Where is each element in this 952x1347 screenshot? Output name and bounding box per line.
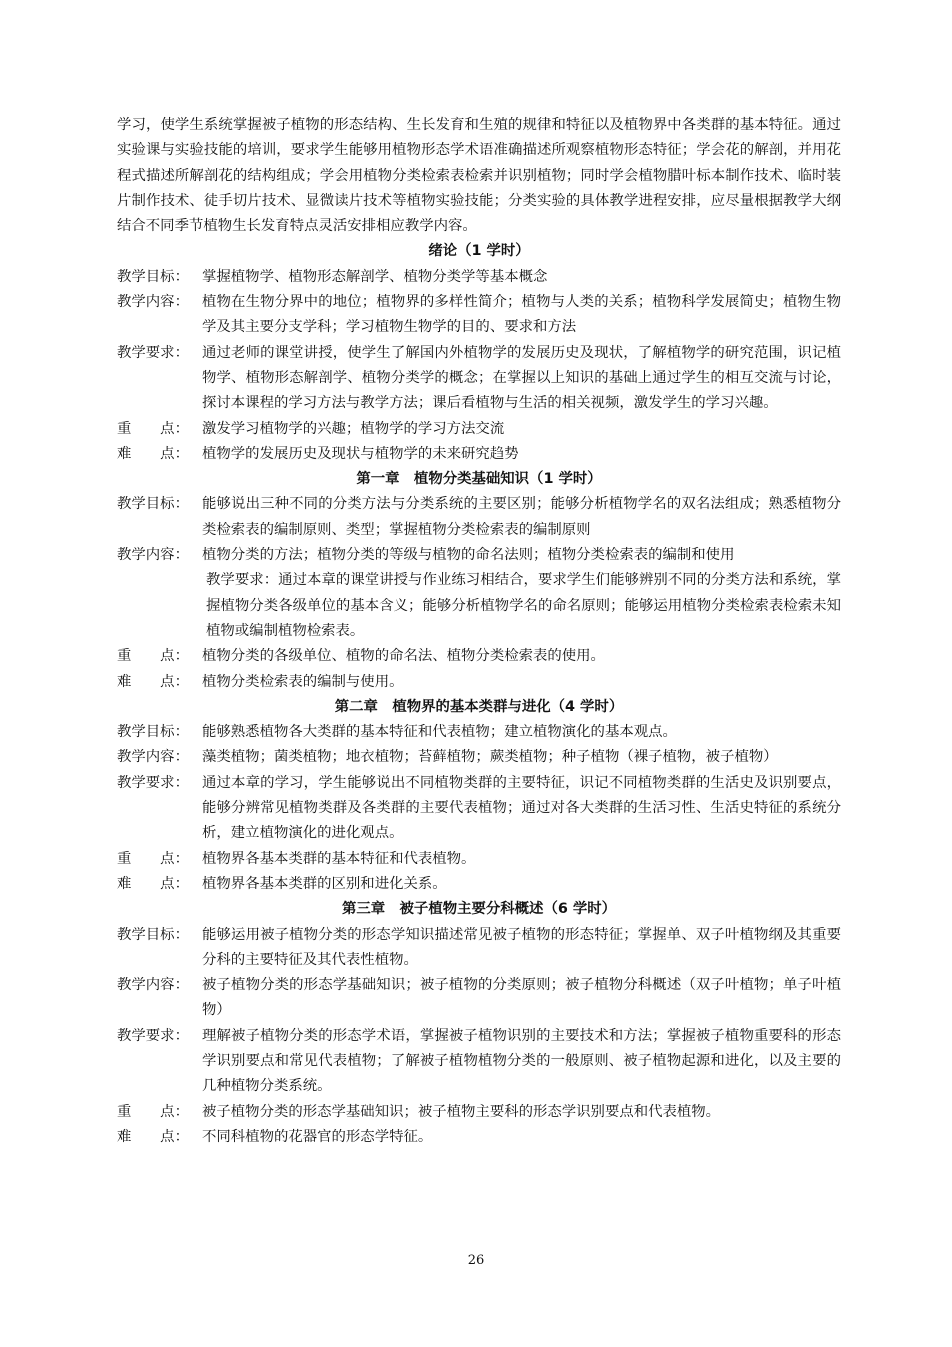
entry-content: 通过本章的学习，学生能够说出不同植物类群的主要特征，识记不同植物类群的生活史及识别要点，能够分辨常见植物类群及各类群的主要代表植物；通过对各大类群的生活习性、生活史特征的系统分析，建立植物演化的进化观点。 (202, 774, 841, 842)
intro-paragraph: 学习，使学生系统掌握被子植物的形态结构、生长发育和生殖的规律和特征以及植物界中各类群的基本特征。通过实验课与实验技能的培训，要求学生能够用植物形态学术语准确描述所观察植物形态特征；学会花的解剖，并用花程式描述所解剖花的结构组成；学会用植物分类检索表检索并识别植物；同时学会植物腊叶标本制作技术、临时装片制作技术、徒手切片技术、显微读片技术等植物实验技能；分类实验的具体教学进程安排，应尽量根据教学大纲结合不同季节植物生长发育特点灵活安排相应教学内容。 (117, 117, 841, 235)
section-entry (117, 872, 841, 897)
entry-content: 植物界各基本类群的区别和进化关系。 (202, 875, 447, 892)
entry-label: 重 点： (117, 850, 189, 867)
section-entry (117, 543, 841, 568)
entry-label: 难 点： (117, 875, 189, 892)
section-entry (117, 442, 841, 467)
section-entry (117, 1024, 841, 1100)
section-entry (117, 341, 841, 417)
entry-content: 掌握植物学、植物形态解剖学、植物分类学等基本概念 (202, 268, 548, 285)
entry-label: 重 点： (117, 420, 189, 437)
section-entry (117, 973, 841, 1024)
section-entry (117, 492, 841, 543)
entry-label: 教学内容： (117, 749, 189, 766)
sections-container (117, 239, 841, 1150)
entry-label: 教学内容： (117, 294, 189, 311)
entry-content: 植物在生物分界中的地位；植物界的多样性简介；植物与人类的关系；植物科学发展简史；植物生物学及其主要分支学科；学习植物生物学的目的、要求和方法 (202, 294, 841, 336)
document-body (117, 113, 841, 1150)
entry-content: 不同科植物的花器官的形态学特征。 (202, 1128, 433, 1145)
entry-content: 植物学的发展历史及现状与植物学的未来研究趋势 (202, 445, 519, 462)
entry-content: 理解被子植物分类的形态学术语，掌握被子植物识别的主要技术和方法；掌握被子植物重要科的形态学识别要点和常见代表植物；了解被子植物植物分类的一般原则、被子植物起源和进化，以及主要的几种植物分类系统。 (202, 1027, 841, 1095)
entry-content: 藻类植物；菌类植物；地衣植物；苔藓植物；蕨类植物；种子植物（裸子植物，被子植物） (202, 749, 778, 766)
section-entry (117, 265, 841, 290)
entry-label: 教学内容： (117, 977, 189, 994)
entry-content: 通过老师的课堂讲授，使学生了解国内外植物学的发展历史及现状，了解植物学的研究范围，识记植物学、植物形态解剖学、植物分类学的概念；在掌握以上知识的基础上通过学生的相互交流与讨论，探讨本课程的学习方法与教学方法；课后看植物与生活的相关视频，激发学生的学习兴趣。 (202, 344, 841, 412)
section-entry (117, 1125, 841, 1150)
entry-label: 难 点： (117, 445, 189, 462)
section-entry (117, 417, 841, 442)
entry-content: 能够运用被子植物分类的形态学知识描述常见被子植物的形态特征；掌握单、双子叶植物纲及其重要分科的主要特征及其代表性植物。 (202, 926, 841, 968)
entry-label: 教学内容： (117, 547, 189, 564)
entry-label: 教学目标： (117, 724, 189, 741)
entry-content: 被子植物分类的形态学基础知识；被子植物的分类原则；被子植物分科概述（双子叶植物；单子叶植物） (202, 977, 841, 1019)
entry-content: 植物界各基本类群的基本特征和代表植物。 (202, 850, 476, 867)
entry-content: 能够说出三种不同的分类方法与分类系统的主要区别；能够分析植物学名的双名法组成；熟悉植物分类检索表的编制原则、类型；掌握植物分类检索表的编制原则 (202, 496, 841, 538)
section-entry (117, 1100, 841, 1125)
entry-label: 教学目标： (117, 496, 189, 513)
entry-label (117, 568, 202, 644)
section-entry (117, 568, 841, 644)
entry-label: 重 点： (117, 648, 189, 665)
section-entry (117, 670, 841, 695)
section-entry (117, 644, 841, 669)
entry-label: 难 点： (117, 673, 189, 690)
entry-content: 植物分类的各级单位、植物的命名法、植物分类检索表的使用。 (202, 648, 605, 665)
section-entry (117, 923, 841, 974)
section-entry (117, 720, 841, 745)
entry-content: 能够熟悉植物各大类群的基本特征和代表植物；建立植物演化的基本观点。 (202, 724, 677, 741)
entry-label: 难 点： (117, 1128, 189, 1145)
section-entry (117, 771, 841, 847)
section-heading: 绪论（1 学时） (428, 243, 530, 260)
entry-content: 植物分类的方法；植物分类的等级与植物的命名法则；植物分类检索表的编制和使用 (202, 547, 735, 564)
section-heading: 第一章 植物分类基础知识（1 学时） (356, 471, 602, 488)
section-heading: 第二章 植物界的基本类群与进化（4 学时） (334, 698, 624, 715)
entry-label: 教学目标： (117, 268, 189, 285)
entry-label: 重 点： (117, 1103, 189, 1120)
page-number: 26 (467, 1253, 485, 1268)
entry-label: 教学目标： (117, 926, 189, 943)
entry-label: 教学要求： (117, 344, 189, 361)
entry-content: 植物分类检索表的编制与使用。 (202, 673, 404, 690)
section-entry (117, 745, 841, 770)
section-entry (117, 290, 841, 341)
entry-content: 被子植物分类的形态学基础知识；被子植物主要科的形态学识别要点和代表植物。 (202, 1103, 721, 1120)
section-heading: 第三章 被子植物主要分科概述（6 学时） (341, 901, 617, 918)
section-entry (117, 847, 841, 872)
entry-content: 教学要求：通过本章的课堂讲授与作业练习相结合，要求学生们能够辨别不同的分类方法和系统，掌握植物分类各级单位的基本含义；能够分析植物学名的命名原则；能够运用植物分类检索表检索未知植物或编制植物检索表。 (206, 572, 841, 639)
entry-label: 教学要求： (117, 774, 189, 791)
entry-content: 激发学习植物学的兴趣；植物学的学习方法交流 (202, 420, 505, 437)
entry-label: 教学要求： (117, 1027, 189, 1044)
